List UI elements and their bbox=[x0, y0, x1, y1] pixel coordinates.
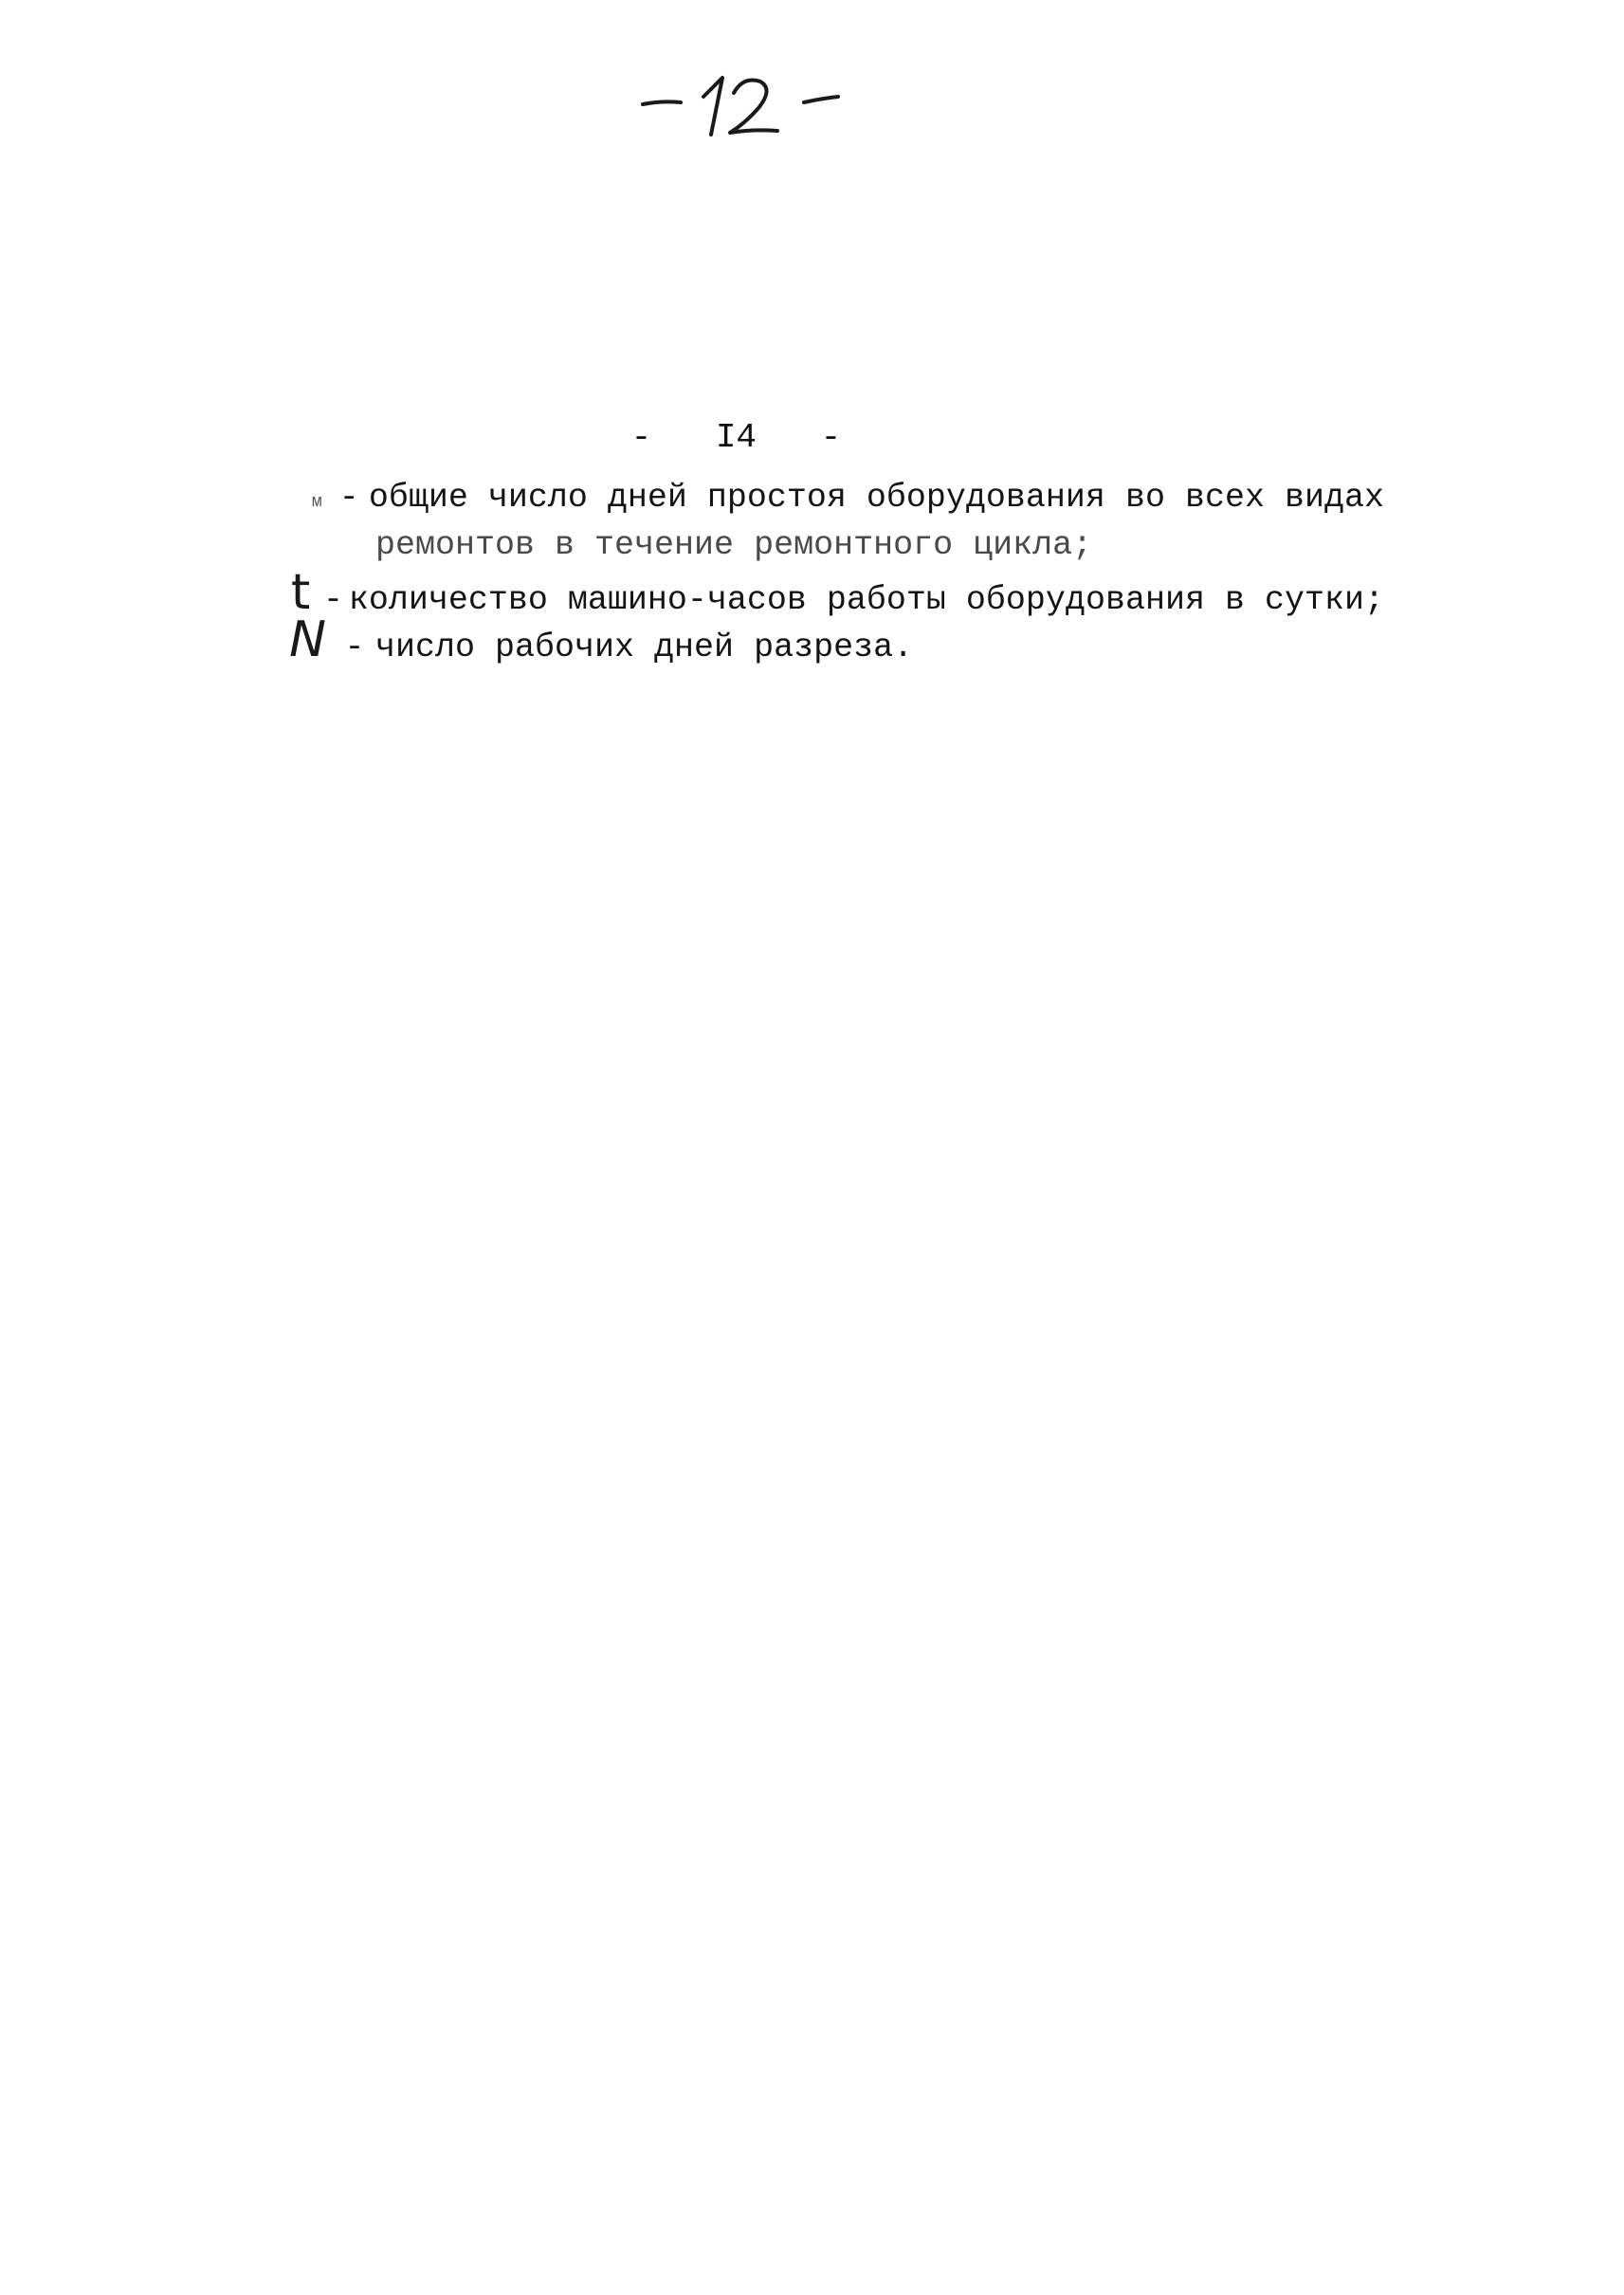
legend-symbol-m: м bbox=[311, 493, 322, 512]
legend-description-line: число рабочих дней разреза. bbox=[375, 628, 914, 666]
legend-item-m bbox=[265, 474, 1384, 521]
page-number-value: I4 bbox=[715, 418, 757, 457]
legend-description-continuation: ремонтов в течение ремонтного цикла; bbox=[375, 526, 1093, 564]
legend-item-t bbox=[265, 564, 1384, 621]
legend-separator: - bbox=[338, 479, 359, 517]
page-number-left-dash: - bbox=[630, 418, 652, 457]
legend-symbol-t: t bbox=[290, 564, 311, 621]
symbol-legend bbox=[265, 474, 1384, 668]
legend-symbol-n: N bbox=[289, 611, 326, 668]
handwritten-page-number-drawing bbox=[635, 68, 853, 144]
handwritten-page-number bbox=[635, 68, 853, 144]
page-number-right-dash: - bbox=[820, 418, 842, 457]
legend-separator: - bbox=[323, 581, 344, 619]
legend-description-line: общие число дней простоя оборудования во всех видах bbox=[368, 479, 1384, 517]
legend-separator: - bbox=[344, 628, 365, 666]
legend-description-line: количество машино-часов работы оборудования в сутки; bbox=[348, 581, 1384, 619]
